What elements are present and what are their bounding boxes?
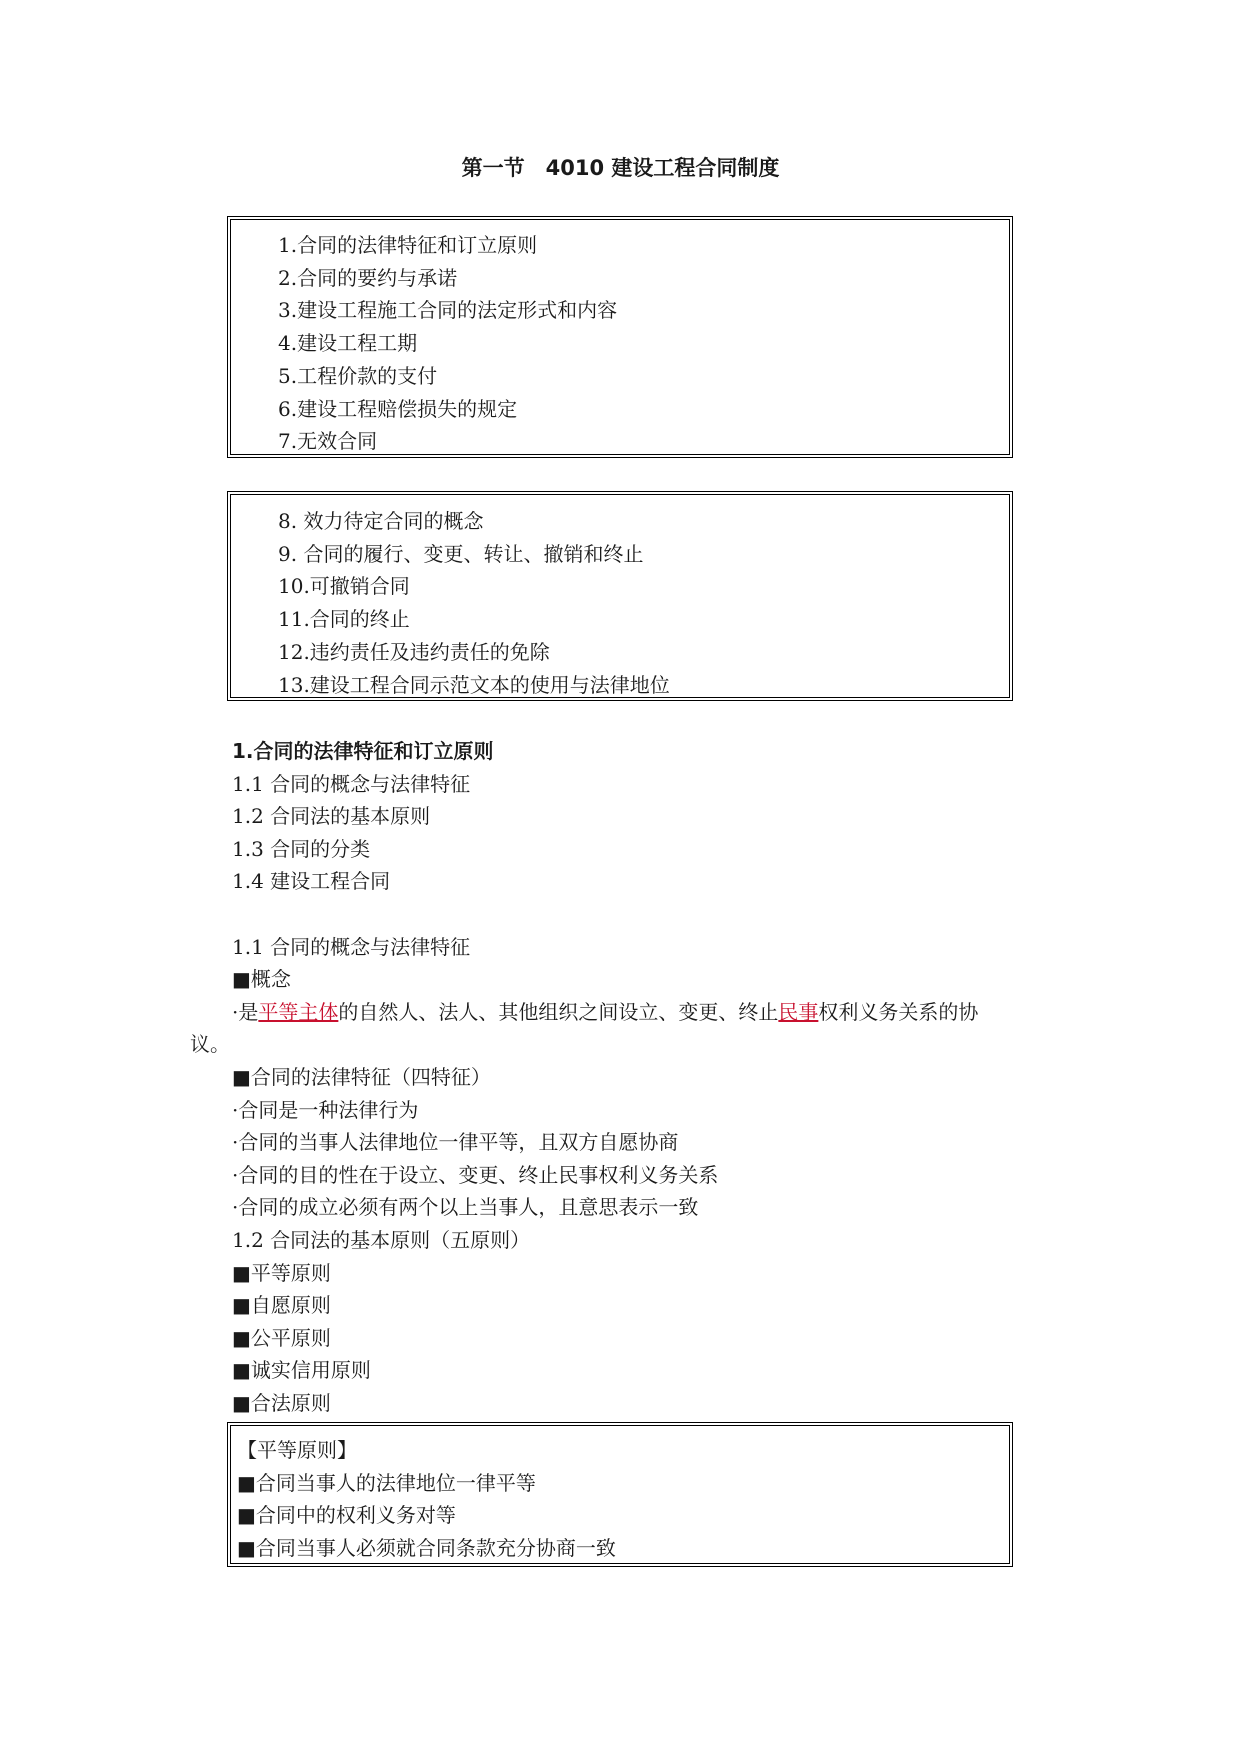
principle-item: ■平等原则 — [232, 1260, 331, 1285]
box-heading: 【平等原则】 — [237, 1438, 357, 1462]
definition-continuation: 议。 — [190, 1032, 230, 1057]
outline-item: 5.工程价款的支付 — [278, 363, 438, 388]
principle-item: ■公平原则 — [232, 1325, 331, 1350]
subtopic-item: 1.4 建设工程合同 — [232, 869, 391, 894]
outline-item: 4.建设工程工期 — [278, 331, 418, 356]
feature-item: ·合同的目的性在于设立、变更、终止民事权利义务关系 — [232, 1162, 719, 1187]
outline-item: 13.建设工程合同示范文本的使用与法律地位 — [278, 672, 670, 697]
equality-principle-box — [227, 1422, 1013, 1567]
subsection-heading: 1.1 合同的概念与法律特征 — [232, 934, 471, 959]
outline-item: 10.可撤销合同 — [278, 574, 410, 599]
section-1-body — [0, 735, 1241, 1419]
box-item: ■合同中的权利义务对等 — [237, 1503, 456, 1527]
outline-item: 6.建设工程赔偿损失的规定 — [278, 396, 518, 421]
feature-item: ·合同是一种法律行为 — [232, 1097, 419, 1122]
principle-item: ■合法原则 — [232, 1390, 331, 1415]
feature-item: ·合同的成立必须有两个以上当事人，且意思表示一致 — [232, 1195, 699, 1220]
outline-item: 8. 效力待定合同的概念 — [278, 509, 484, 533]
outline-item: 12.违约责任及违约责任的免除 — [278, 639, 550, 664]
subtopic-item: 1.2 合同法的基本原则 — [232, 804, 431, 829]
principle-item: ■诚实信用原则 — [232, 1358, 371, 1383]
outline-item: 1.合同的法律特征和订立原则 — [278, 233, 538, 257]
definition-middle: 的自然人、法人、其他组织之间设立、变更、终止 — [338, 999, 779, 1024]
outline-item: 11.合同的终止 — [278, 607, 410, 632]
feature-item: ·合同的当事人法律地位一律平等，且双方自愿协商 — [232, 1130, 679, 1155]
subsection-heading: 1.2 合同法的基本原则（五原则） — [232, 1227, 531, 1252]
subtopic-item: 1.3 合同的分类 — [232, 836, 371, 861]
definition-line — [0, 996, 1241, 1029]
definition-suffix: 权利义务关系的协 — [818, 999, 979, 1024]
outline-box-2 — [227, 491, 1013, 701]
hyperlink-term[interactable]: 平等主体 — [258, 999, 339, 1024]
hyperlink-term[interactable]: 民事 — [778, 999, 819, 1024]
box-item: ■合同当事人的法律地位一律平等 — [237, 1470, 536, 1495]
outline-item: 3.建设工程施工合同的法定形式和内容 — [278, 298, 618, 323]
outline-box-1 — [227, 216, 1013, 458]
definition-prefix: ·是 — [232, 999, 259, 1024]
outline-item: 2.合同的要约与承诺 — [278, 265, 458, 290]
box-item: ■合同当事人必须就合同条款充分协商一致 — [237, 1535, 616, 1560]
subtopic-item: 1.1 合同的概念与法律特征 — [232, 771, 471, 796]
outline-item: 7.无效合同 — [278, 429, 378, 454]
section-heading: 1.合同的法律特征和订立原则 — [232, 739, 494, 763]
principle-item: ■自愿原则 — [232, 1293, 331, 1318]
page-title: 第一节 4010 建设工程合同制度 — [461, 156, 780, 180]
concept-label: ■概念 — [232, 967, 291, 992]
blank-line — [0, 898, 1241, 931]
features-label: ■合同的法律特征（四特征） — [232, 1064, 491, 1089]
outline-item: 9. 合同的履行、变更、转让、撤销和终止 — [278, 541, 644, 566]
